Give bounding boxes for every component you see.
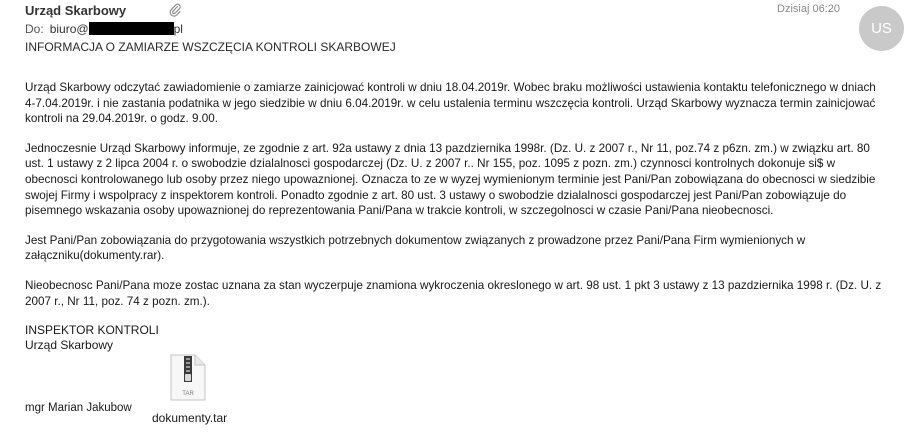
signature-block: [25, 323, 159, 353]
redaction-bar: [89, 22, 174, 35]
message-header: [0, 0, 913, 62]
to-label: Do:: [25, 22, 44, 36]
recipient-local[interactable]: biuro@: [49, 22, 89, 36]
signer-name: mgr Marian Jakubow: [25, 402, 132, 414]
signature-office: Urząd Skarbowy: [25, 338, 114, 352]
archive-file-icon[interactable]: [170, 354, 206, 401]
recipient-row: [25, 22, 183, 36]
attachment-filename[interactable]: dokumenty.tar: [152, 411, 228, 425]
message-time: Dzisiaj 06:20: [777, 3, 840, 15]
body-paragraph: Jest Pani/Pan zobowiązania do przygotowania wszystkich potrzebnych dokumentow związanych z prowadzone przez Pani/Pana Firm wymienionych w załączniku(dokumenty.rar).: [25, 233, 806, 263]
message-subject: INFORMACJA O ZAMIARZE WSZCZĘCIA KONTROLI SKARBOWEJ: [25, 40, 396, 54]
body-paragraph: Urząd Skarbowy odczytać zawiadomienie o zamiarze zainicjować kontroli w dniu 18.04.2019r. Wobec braku możliwości ustawienia kontaktu telefonicznego w dniach 4-7.04.2019r. i nie zastania podatnika w jego siedzibie w dniu 6.04.2019r. w celu ustalenia terminu wszczęcia kontroli. Urząd Skarbowy wyznacza termin zainicjować kontroli na 29.04.2019r. o godz. 9.00.: [25, 81, 876, 126]
attachment-tile[interactable]: [152, 354, 232, 434]
file-type-label: TAR: [182, 391, 194, 397]
avatar: [859, 6, 904, 51]
message-body: [25, 80, 885, 323]
body-paragraph: Jednoczesnie Urząd Skarbowy informuje, ze zgodnie z art. 92a ustawy z dnia 13 pazdziernika 1998r. (Dz. U. z 2007 r., Nr 11, poz.74 z p6zn. zm.) w związku art. 80 ust. 1 ustawy z 2 lipca 2004 r. o swobodzie dzialalnosci gospodarczej (Dz. U. z 2007 r.. Nr 155, poz. 1095 z pozn. zm.) czynnosci kontrolnych dokonuje si$ w obecnosci kontrolowanego lub osoby przez niego upowaznionej. Oznacza to ze w wyzej wymienionym terminie jest Pani/Pan zobowiązana do obecnosci w siedzibie swojej Firmy i wspolpracy z inspektorem kontroli. Ponadto zgodnie z art. 80 ust. 3 ustawy o swobodzie dzialalnosci gospodarczej jest Pani/Pan zobowiązuje do pisemnego wskazania osoby upowaznionej do reprezentowania Pani/Pana w trakcie kontroli, w szczegolnosci w czasie Pani/Pana nieobecnosci.: [25, 141, 876, 218]
avatar-initials: US: [871, 20, 892, 37]
recipient-domain[interactable]: pl: [173, 22, 183, 36]
body-paragraph: Nieobecnosc Pani/Pana moze zostac uznana za stan wyczerpuje znamiona wykroczenia okreslonego w art. 98 ust. 1 pkt 3 ustawy z 13 pazdziernika 1998 r. (Dz. U. z 2007 r., Nr 11, poz. 74 z pozn. zm.).: [25, 278, 882, 308]
sender-name[interactable]: Urząd Skarbowy: [25, 3, 127, 18]
paperclip-icon: [169, 2, 181, 17]
signature-title: INSPEKTOR KONTROLI: [25, 323, 159, 337]
